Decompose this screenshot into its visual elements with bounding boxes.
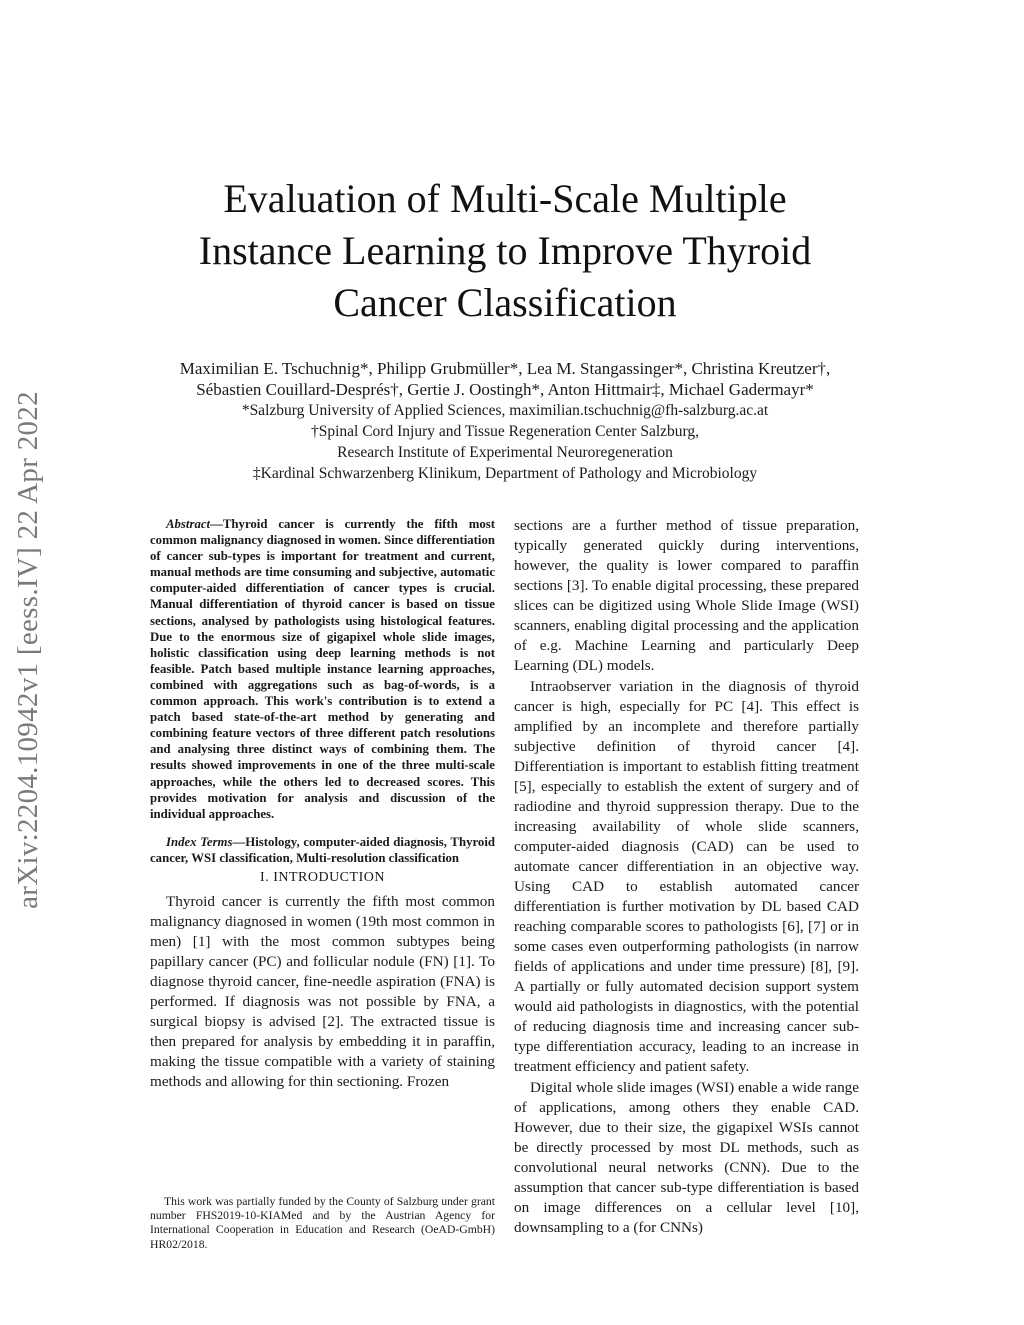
authors-line: Sébastien Couillard-Després†, Gertie J. Oostingh*, Anton Hittmair‡, Michael Gadermayr*: [196, 380, 814, 399]
affiliation: Research Institute of Experimental Neuroregeneration: [337, 444, 673, 461]
index-terms: [150, 834, 495, 866]
abstract-text: Thyroid cancer is currently the fifth most common malignancy diagnosed in women. Since differentiation of cancer sub-types is important for treatment and current, manual methods are time consuming and subjective, automatic computer-aided differentiation of cancer types is crucial. Manual differentiation of thyroid cancer is based on tissue sections, analysed by pathologists using histological features. Due to the enormous size of gigapixel whole slide images, holistic classification using deep learning methods is not feasible. Patch based multiple instance learning approaches, combined with aggregations such as bag-of-words, is a common approach. This work's contribution is to extend a patch based state-of-the-art method by generating and combining feature vectors of three different patch resolutions and analysing three distinct ways of combining them. The results showed improvements in one of the three multi-scale approaches, while the others led to decreased scores. This provides motivation for analysis and discussion of the individual approaches.: [150, 517, 495, 821]
body-paragraph: Intraobserver variation in the diagnosis of thyroid cancer is high, especially for PC [4]. This effect is amplified by an incomplete and therefore partially subjective definition of thyroid cancer [4]. Differentiation is important to establish fitting treatment [5], especially to establish the extent of surgery and of radiodine and thyroid suppression therapy. Due to the increasing availability of whole slide scanners, computer-aided diagnosis (CAD) can be used to automate cancer differentiation in an objective way. Using CAD to establish automated cancer differentiation is further motivation by DL based CAD reaching comparable scores to pathologists [6], [7] or in some cases even outperforming pathologists (in narrow fields of applications and under time pressure) [8], [9]. A partially or fully automated decision support system would aid pathologists in diagnostics, with the potential of reducing diagnosis time and increasing cancer sub-type differentiation accuracy, leading to an increase in treatment efficiency and patient safety.: [514, 678, 859, 1075]
title-line: Instance Learning to Improve Thyroid: [198, 228, 812, 273]
section-heading: I. INTRODUCTION: [260, 869, 385, 885]
affiliation: *Salzburg University of Applied Sciences, maximilian.tschuchnig@fh-salzburg.ac.at: [241, 402, 769, 419]
affiliation: †Spinal Cord Injury and Tissue Regeneration Center Salzburg,: [310, 423, 700, 440]
title-line: Evaluation of Multi-Scale Multiple: [223, 176, 787, 221]
authors-line: Maximilian E. Tschuchnig*, Philipp Grubmüller*, Lea M. Stangassinger*, Christina Kreutzer†,: [179, 359, 831, 378]
author-block: [120, 358, 890, 484]
intro-paragraph: Thyroid cancer is currently the fifth most common malignancy diagnosed in women (19th most common in men) [1] with the most common subtypes being papillary cancer (PC) and follicular nodule (FN) [1]. To diagnose thyroid cancer, fine-needle aspiration (FNA) is performed. If diagnosis was not possible by FNA, a surgical biopsy is advised [2]. The extracted tissue is then prepared for analysis by embedding it in paraffin, making the tissue compatible with a variety of staining methods and allowing for thin sectioning. Frozen: [150, 892, 495, 1090]
index-terms-label: Index Terms—: [166, 834, 246, 849]
left-column: [150, 516, 495, 1092]
body-paragraph: sections are a further method of tissue preparation, typically generated quickly during interventions, however, the quality is lower compared to paraffin sections [3]. To enable digital processing, these prepared slices can be digitized using Whole Slide Image (WSI) scanners, enabling digital processing and the application of e.g. Machine Learning and particularly Deep Learning (DL) models.: [514, 517, 859, 674]
body-paragraph: Digital whole slide images (WSI) enable a wide range of applications, among others they enable CAD. However, due to their size, the gigapixel WSIs cannot be directly processed by most DL methods, such as convolutional neural networks (CNN). Due to the assumption that cancer sub-type differentiation is based on image differences on a cellular level [10], downsampling to a (for CNNs): [514, 1079, 859, 1236]
arxiv-id-text: arXiv:2204.10942v1 [eess.IV] 22 Apr 2022: [11, 391, 44, 909]
index-terms-text: Histology, computer-aided diagnosis, Thyroid cancer, WSI classification, Multi-resolution classification: [150, 834, 496, 865]
affiliation: ‡Kardinal Schwarzenberg Klinikum, Department of Pathology and Microbiology: [252, 465, 758, 482]
footnote: This work was partially funded by the County of Salzburg under grant number FHS2019-10-KIAMed and by the Austrian Agency for International Cooperation in Education and Research (OeAD-GmbH) HR02/2018.: [150, 1195, 495, 1251]
abstract: [150, 516, 495, 822]
title-line: Cancer Classification: [333, 280, 677, 325]
paper-title: [150, 173, 860, 329]
abstract-label: Abstract—: [166, 517, 223, 531]
right-column: [514, 516, 859, 1238]
